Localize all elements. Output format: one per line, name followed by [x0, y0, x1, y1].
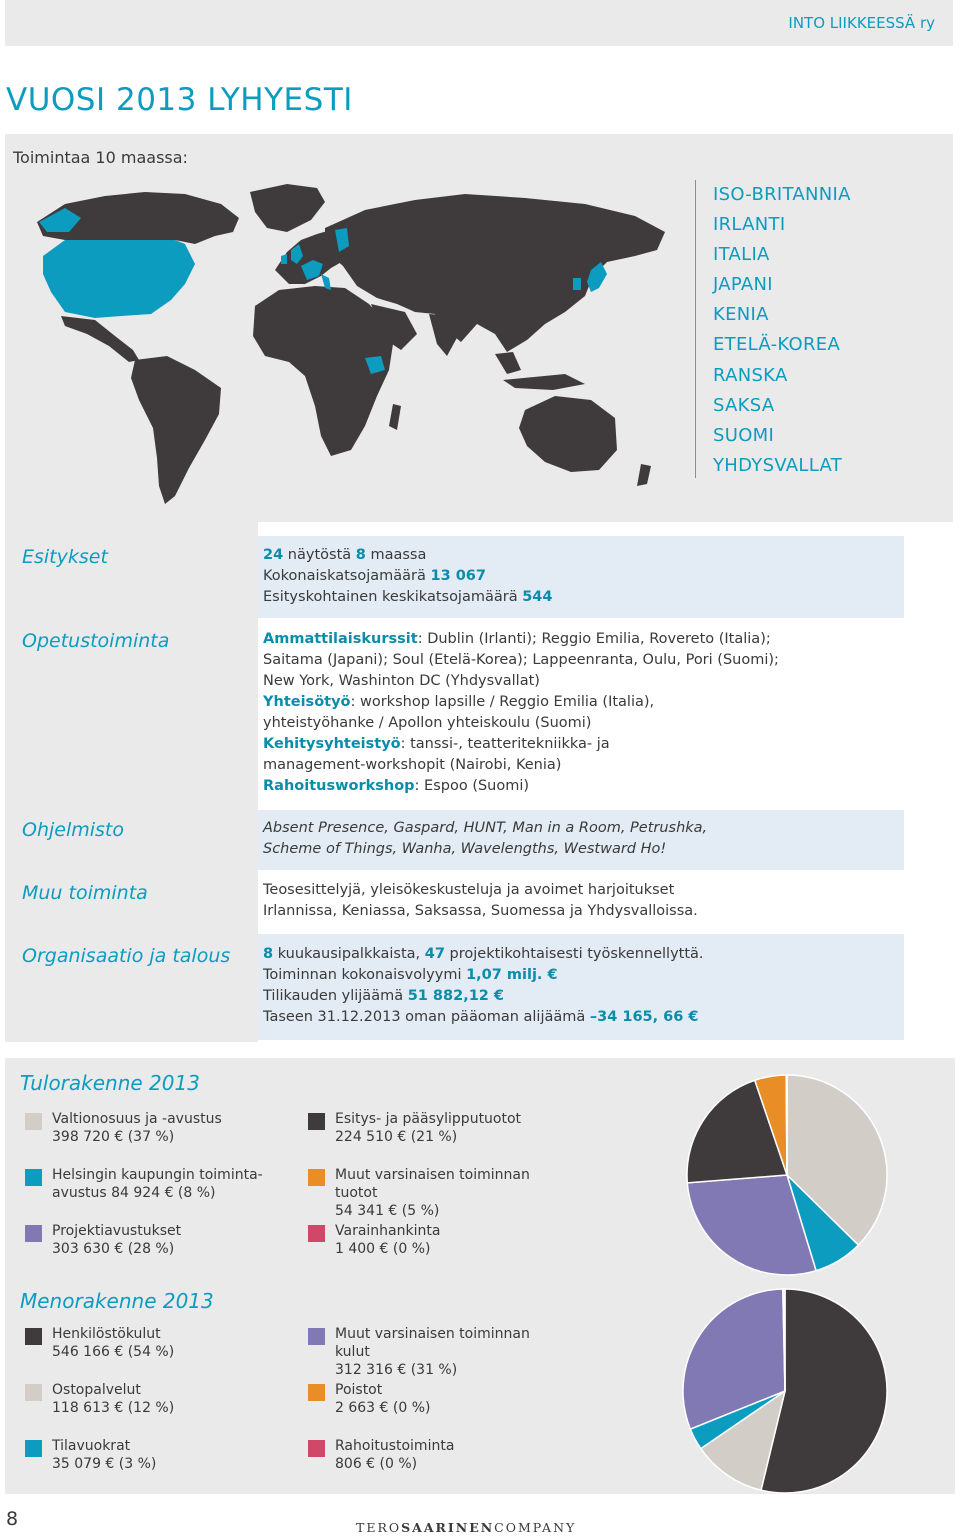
opetus-heading-1: Ammattilaiskurssit: [263, 631, 418, 647]
country-item: ISO-BRITANNIA: [713, 184, 851, 205]
org-name: INTO LIIKKEESSÄ ry: [788, 14, 935, 32]
pie-chart-menorakenne: [682, 1288, 888, 1494]
logo-part: TERO: [356, 1520, 402, 1535]
legend-label: Ostopalvelut 118 613 € (12 %): [52, 1382, 175, 1416]
esitykset-audience: 13 067: [430, 568, 486, 584]
country-item: IRLANTI: [713, 214, 786, 236]
world-map: [25, 174, 685, 510]
country-item: RANSKA: [713, 364, 788, 386]
pie-slice: [786, 1075, 787, 1175]
opetus-line: Saitama (Japani); Soul (Etelä-Korea); Lappeenranta, Oulu, Pori (Suomi);: [263, 652, 779, 668]
label-muu-toiminta: Muu toiminta: [22, 882, 148, 904]
opetus-heading-2: Yhteisötyö: [263, 694, 351, 710]
label-esitykset: Esitykset: [22, 546, 108, 568]
pie-chart-tulorakenne: [686, 1074, 888, 1276]
opetus-line: yhteistyöhanke / Apollon yhteiskoulu (Suomi): [263, 715, 592, 731]
org-text-3: Toiminnan kokonaisvolyymi: [263, 967, 467, 983]
legend-swatch: [25, 1169, 42, 1186]
logo-part-bold: SAARINEN: [401, 1520, 495, 1535]
country-item: YHDYSVALLAT: [713, 454, 842, 476]
map-label: Toimintaa 10 maassa:: [13, 148, 188, 167]
legend-swatch: [25, 1225, 42, 1242]
esitykset-shows: 24: [263, 547, 284, 563]
esitykset-text-3: Kokonaiskatsojamäärä: [263, 568, 431, 584]
legend-label: Rahoitustoiminta 806 € (0 %): [335, 1438, 455, 1472]
country-list: [713, 180, 851, 481]
legend-label: Henkilöstökulut 546 166 € (54 %): [52, 1326, 175, 1360]
map-land: [37, 184, 665, 504]
country-item: JAPANI: [713, 274, 773, 296]
muu-text: [263, 880, 698, 922]
legend-swatch: [25, 1384, 42, 1401]
legend-swatch: [308, 1225, 325, 1242]
country-item: ITALIA: [713, 244, 770, 266]
chart-title-tulorakenne: Tulorakenne 2013: [20, 1071, 200, 1095]
map-panel: [5, 134, 953, 522]
organisaatio-text: [263, 944, 704, 1028]
org-text-4: Tilikauden ylijäämä: [263, 988, 408, 1004]
label-opetustoiminta: Opetustoiminta: [22, 630, 170, 652]
logo-part: COMPANY: [494, 1520, 577, 1535]
muu-line: Teosesittelyjä, yleisökeskusteluja ja avoimet harjoitukset: [263, 882, 675, 898]
legend-swatch: [308, 1440, 325, 1457]
legend-label: Esitys- ja pääsylipputuotot 224 510 € (21 %): [335, 1111, 522, 1145]
legend-label: Muut varsinaisen toiminnan kulut 312 316 € (31 %): [335, 1326, 530, 1378]
legend-label: Tilavuokrat 35 079 € (3 %): [52, 1438, 157, 1472]
legend-swatch: [25, 1113, 42, 1130]
esitykset-text-1: näytöstä: [283, 547, 356, 563]
esitykset-countries: 8: [355, 547, 366, 563]
org-project-staff: 47: [424, 946, 445, 962]
label-organisaatio: Organisaatio ja talous: [22, 945, 231, 967]
opetus-heading-4: Rahoitusworkshop: [263, 778, 415, 794]
legend-label: Poistot 2 663 € (0 %): [335, 1382, 431, 1416]
opetus-line: : Dublin (Irlanti); Reggio Emilia, Rovereto (Italia);: [417, 631, 771, 647]
esitykset-text-2: maassa: [365, 547, 427, 563]
legend-swatch: [25, 1328, 42, 1345]
country-divider: [695, 180, 696, 478]
legend-label: Varainhankinta 1 400 € (0 %): [335, 1223, 441, 1257]
legend-label: Helsingin kaupungin toiminta- avustus 84 924 € (8 %): [52, 1167, 263, 1201]
org-text-1: kuukausipalkkaista,: [273, 946, 425, 962]
esitykset-text-4: Esityskohtainen keskikatsojamäärä: [263, 589, 523, 605]
legend-swatch: [308, 1169, 325, 1186]
opetus-line: management-workshopit (Nairobi, Kenia): [263, 757, 562, 773]
org-monthly-staff: 8: [263, 946, 274, 962]
org-surplus: 51 882,12 €: [407, 988, 505, 1004]
legend-swatch: [308, 1328, 325, 1345]
opetus-line: : Espoo (Suomi): [414, 778, 530, 794]
legend-label: Valtionosuus ja -avustus 398 720 € (37 %): [52, 1111, 222, 1145]
org-text-2: projektikohtaisesti työskennellyttä.: [444, 946, 704, 962]
chart-title-menorakenne: Menorakenne 2013: [20, 1289, 214, 1313]
header-bar: [5, 0, 953, 46]
esitykset-text: [263, 545, 552, 608]
opetus-heading-3: Kehitysyhteistyö: [263, 736, 401, 752]
org-volume: 1,07 milj. €: [466, 967, 558, 983]
muu-line: Irlannissa, Keniassa, Saksassa, Suomessa ja Yhdysvalloissa.: [263, 903, 698, 919]
country-item: ETELÄ-KOREA: [713, 334, 841, 356]
page-title: VUOSI 2013 LYHYESTI: [6, 82, 353, 118]
legend-swatch: [308, 1384, 325, 1401]
opetus-line: : workshop lapsille / Reggio Emilia (Italia),: [350, 694, 655, 710]
org-text-5: Taseen 31.12.2013 oman pääoman alijäämä: [263, 1009, 590, 1025]
company-logo: [356, 1520, 576, 1535]
legend-swatch: [25, 1440, 42, 1457]
legend-label: Muut varsinaisen toiminnan tuotot 54 341 € (5 %): [335, 1167, 530, 1219]
country-item: SAKSA: [713, 394, 775, 416]
country-item: SUOMI: [713, 424, 775, 446]
label-ohjelmisto: Ohjelmisto: [22, 819, 125, 841]
org-deficit: –34 165, 66 €: [589, 1009, 699, 1025]
legend-label: Projektiavustukset 303 630 € (28 %): [52, 1223, 182, 1257]
legend-swatch: [308, 1113, 325, 1130]
ohjelmisto-line: Scheme of Things, Wanha, Wavelengths, Westward Ho!: [263, 841, 667, 857]
ohjelmisto-text: [263, 818, 707, 860]
ohjelmisto-line: Absent Presence, Gaspard, HUNT, Man in a Room, Petrushka,: [263, 820, 708, 836]
esitykset-average: 544: [522, 589, 553, 605]
opetus-line: New York, Washinton DC (Yhdysvallat): [263, 673, 540, 689]
pie-slice: [784, 1289, 785, 1391]
country-item: KENIA: [713, 304, 769, 326]
page-number: 8: [6, 1508, 19, 1530]
opetus-line: : tanssi-, teatteritekniikka- ja: [400, 736, 610, 752]
opetus-text: [263, 629, 779, 797]
